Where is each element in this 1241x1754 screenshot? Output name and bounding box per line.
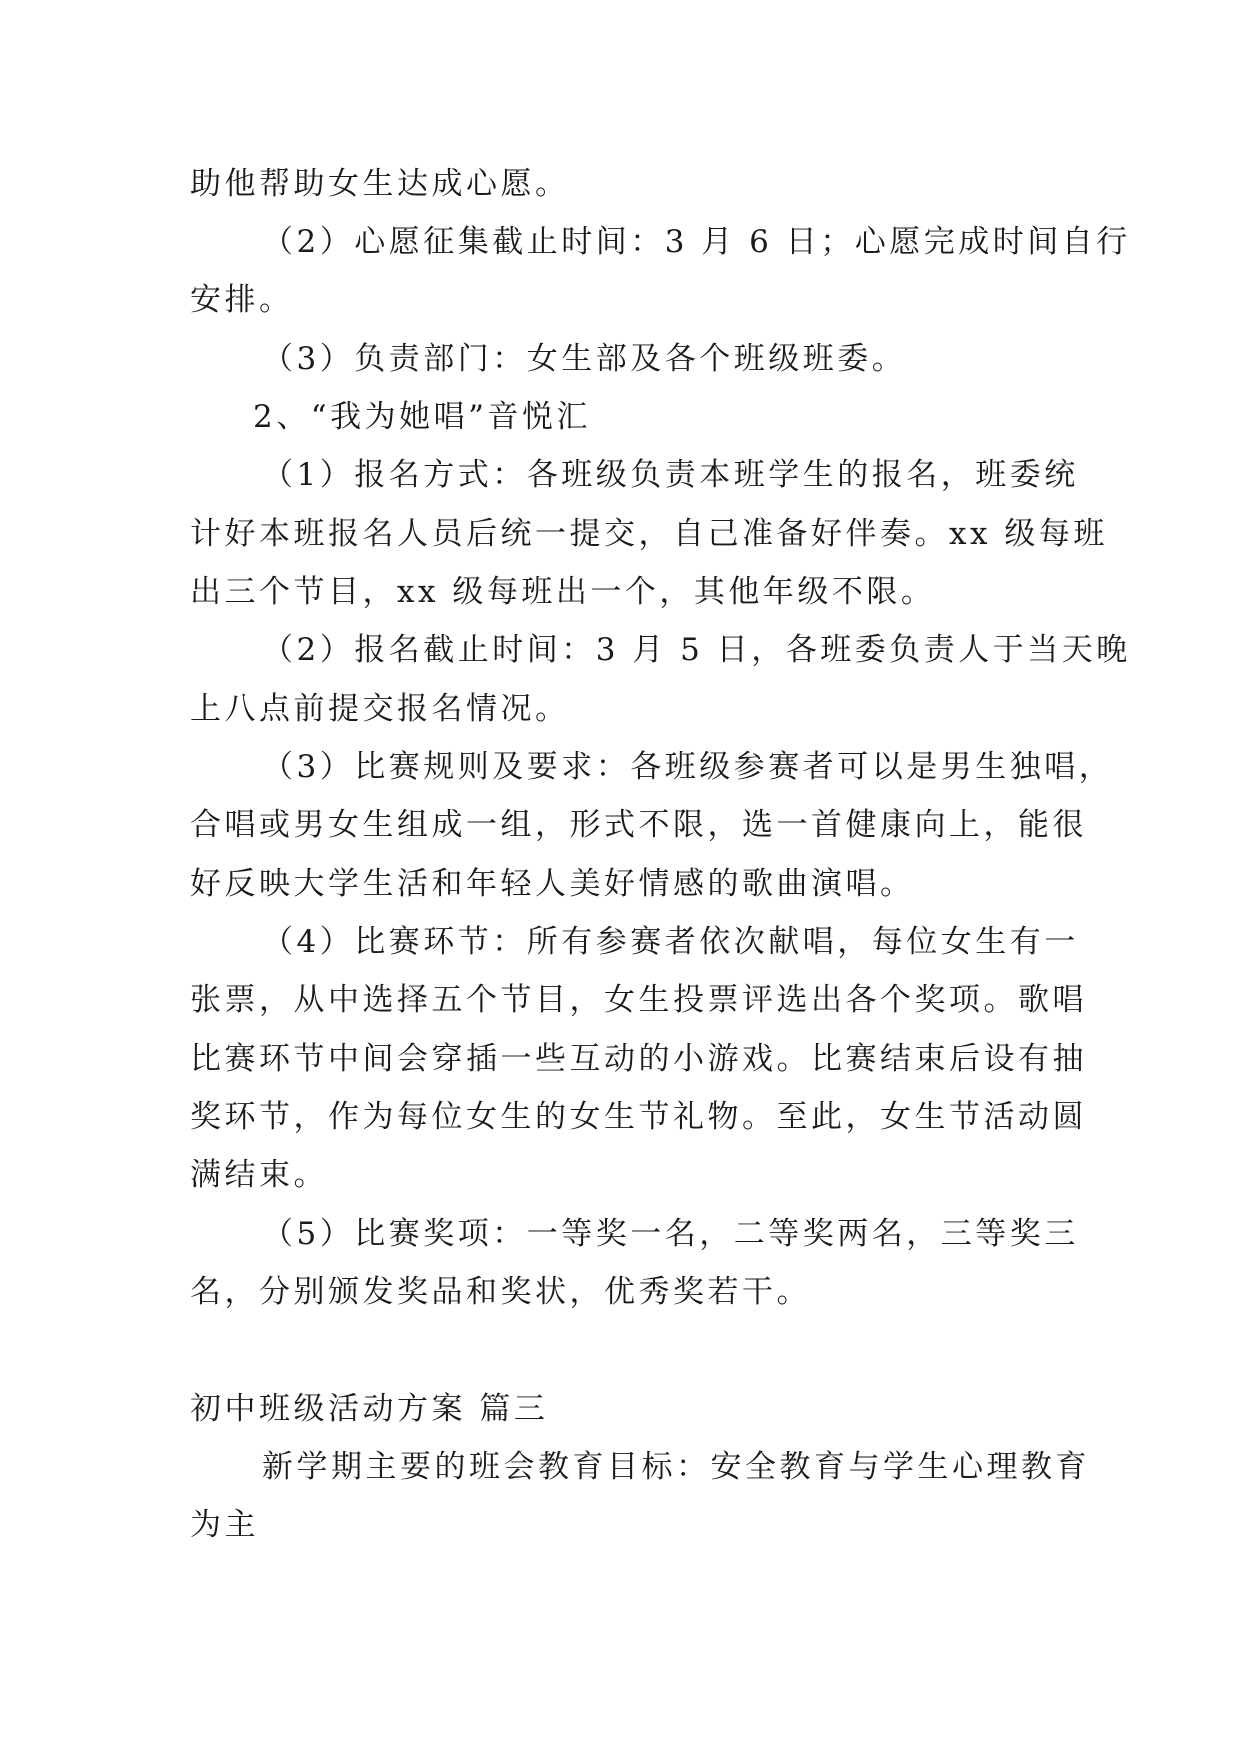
paragraph-line: 张票，从中选择五个节目，女生投票评选出各个奖项。歌唱 bbox=[190, 982, 1087, 1018]
paragraph-line: 满结束。 bbox=[190, 1157, 328, 1193]
paragraph-line: 奖环节，作为每位女生的女生节礼物。至此，女生节活动圆 bbox=[190, 1099, 1087, 1135]
section-title: 初中班级活动方案 篇三 bbox=[190, 1391, 549, 1427]
paragraph-line: （4）比赛环节：所有参赛者依次献唱，每位女生有一 bbox=[262, 924, 1079, 960]
paragraph-line: 比赛环节中间会穿插一些互动的小游戏。比赛结束后设有抽 bbox=[190, 1041, 1087, 1077]
paragraph-line: 好反映大学生活和年轻人美好情感的歌曲演唱。 bbox=[190, 866, 915, 902]
paragraph-line: （5）比赛奖项：一等奖一名，二等奖两名，三等奖三 bbox=[262, 1216, 1079, 1252]
paragraph-line: 出三个节目，xx 级每班出一个，其他年级不限。 bbox=[190, 574, 936, 610]
paragraph-line: （3）负责部门：女生部及各个班级班委。 bbox=[262, 341, 907, 377]
paragraph-line: （1）报名方式：各班级负责本班学生的报名，班委统 bbox=[262, 457, 1079, 493]
paragraph-line: （3）比赛规则及要求：各班级参赛者可以是男生独唱， bbox=[262, 749, 1114, 785]
paragraph-line: 助他帮助女生达成心愿。 bbox=[190, 166, 570, 202]
paragraph-line: 名，分别颁发奖品和奖状，优秀奖若干。 bbox=[190, 1274, 811, 1310]
paragraph-line: 合唱或男女生组成一组，形式不限，选一首健康向上，能很 bbox=[190, 807, 1087, 843]
paragraph-line: 新学期主要的班会教育目标：安全教育与学生心理教育 bbox=[262, 1449, 1090, 1485]
paragraph-line: 安排。 bbox=[190, 282, 294, 318]
paragraph-line: （2）心愿征集截止时间：3 月 6 日；心愿完成时间自行 bbox=[262, 224, 1131, 260]
paragraph-line: （2）报名截止时间：3 月 5 日，各班委负责人于当天晚 bbox=[262, 632, 1131, 668]
paragraph-line: 计好本班报名人员后统一提交，自己准备好伴奏。xx 级每班 bbox=[190, 516, 1108, 552]
section-heading: 2、“我为她唱”音悦汇 bbox=[253, 399, 591, 435]
paragraph-line: 上八点前提交报名情况。 bbox=[190, 691, 570, 727]
paragraph-line: 为主 bbox=[190, 1507, 259, 1543]
